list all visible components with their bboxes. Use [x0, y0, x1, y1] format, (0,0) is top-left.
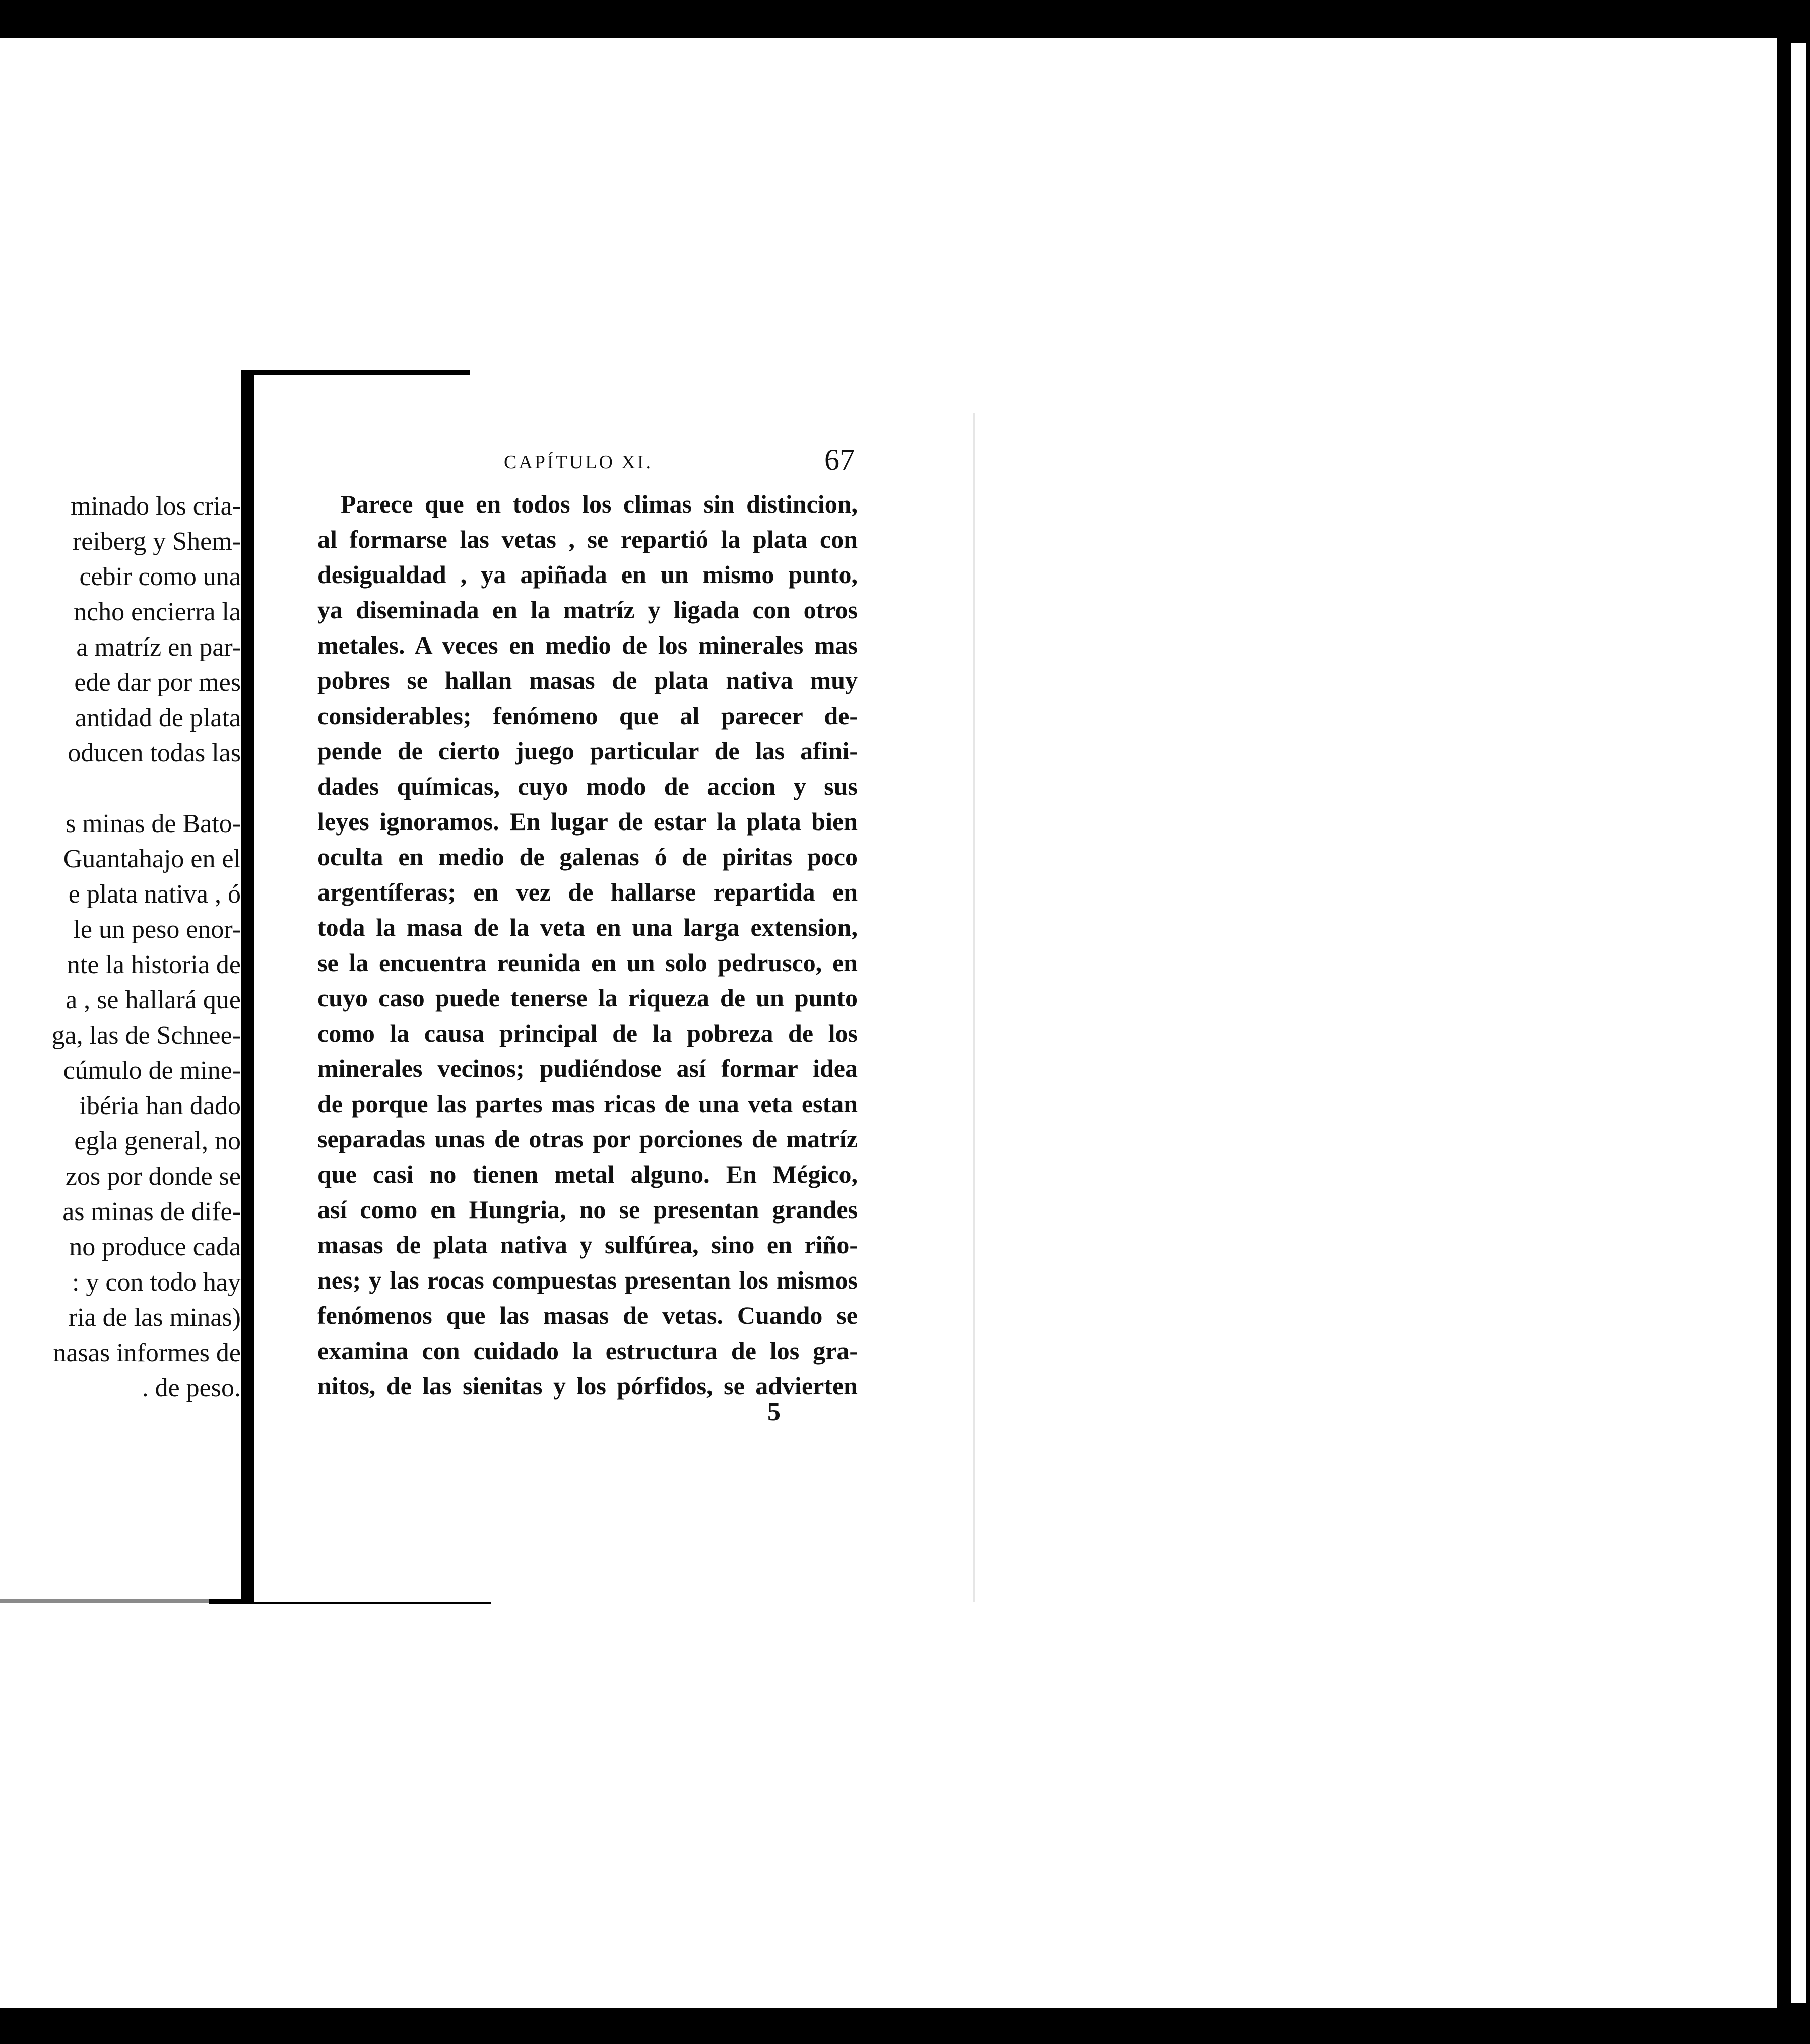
left-line: nasas informes de [53, 1338, 241, 1367]
text-line: al formarse las vetas , se repartió la plata con [317, 525, 858, 553]
text-line: pobres se hallan masas de plata nativa muy [317, 666, 858, 694]
text-line: que casi no tienen metal alguno. En Mégico, [317, 1160, 858, 1188]
left-line: a , se hallará que [66, 986, 241, 1014]
gutter-top-rule [241, 370, 470, 375]
scan-border-top [0, 0, 1810, 38]
left-line: ga, las de Schnee- [51, 1021, 241, 1050]
text-line: así como en Hungria, no se presentan grandes [317, 1195, 858, 1224]
text-line: fenómenos que las masas de vetas. Cuando se [317, 1301, 858, 1329]
text-line: de porque las partes mas ricas de una veta estan [317, 1090, 858, 1118]
text-line: pende de cierto juego particular de las afini- [317, 737, 858, 765]
left-line: egla general, no [74, 1127, 241, 1156]
left-page-fragment [0, 373, 241, 1613]
left-line: oducen todas las [68, 739, 241, 768]
text-line: como la causa principal de la pobreza de los [317, 1019, 858, 1047]
text-line: minerales vecinos; pudiéndose así formar idea [317, 1054, 858, 1082]
page-number: 67 [824, 443, 855, 476]
left-line: cúmulo de mine- [63, 1056, 241, 1085]
text-line: nes; y las rocas compuestas presentan los mismos [317, 1266, 858, 1294]
text-line: oculta en medio de galenas ó de piritas poco [317, 843, 858, 871]
signature-mark: 5 [767, 1397, 781, 1426]
gutter-shadow [241, 373, 254, 1602]
text-line: ya diseminada en la matríz y ligada con otros [317, 596, 858, 624]
scan-border-bottom [0, 2008, 1810, 2044]
page-edge [973, 413, 975, 1602]
left-line: ibéria han dado [79, 1092, 241, 1120]
text-line: cuyo caso puede tenerse la riqueza de un punto [317, 984, 858, 1012]
left-line: antidad de plata [75, 704, 241, 732]
left-line: cebir como una [79, 562, 241, 591]
left-page-bottom-edge [0, 1599, 242, 1603]
left-line: : y con todo hay [72, 1268, 241, 1297]
text-line: masas de plata nativa y sulfúrea, sino en riño- [317, 1231, 858, 1259]
left-line: minado los cria- [71, 492, 241, 521]
left-line: e plata nativa , ó [68, 880, 241, 909]
left-line: a matríz en par- [76, 633, 241, 662]
left-line: ria de las minas) [68, 1303, 241, 1332]
left-line: . de peso. [142, 1374, 241, 1402]
text-line: nitos, de las sienitas y los pórfidos, se advierten [317, 1372, 858, 1400]
text-line: considerables; fenómeno que al parecer de- [317, 701, 858, 730]
text-line: examina con cuidado la estructura de los gra- [317, 1336, 858, 1365]
left-line: as minas de dife- [62, 1197, 241, 1226]
text-line: Parece que en todos los climas sin distincion, [341, 490, 858, 518]
left-line: Guantahajo en el [63, 845, 241, 873]
running-head: CAPÍTULO XI. [504, 452, 653, 473]
text-line: se la encuentra reunida en un solo pedrusco, en [317, 948, 858, 977]
text-line: leyes ignoramos. En lugar de estar la plata bien [317, 807, 858, 836]
left-line: no produce cada [69, 1233, 241, 1261]
text-line: toda la masa de la veta en una larga extension, [317, 913, 858, 941]
scan-border-right-gap [1791, 43, 1806, 2003]
text-line: metales. A veces en medio de los minerales mas [317, 631, 858, 659]
left-line: nte la historia de [67, 950, 241, 979]
left-line: s minas de Bato- [65, 809, 241, 838]
text-line: argentíferas; en vez de hallarse repartida en [317, 878, 858, 906]
text-line: desigualdad , ya apiñada en un mismo punto, [317, 560, 858, 589]
left-line: le un peso enor- [73, 915, 241, 944]
left-line: reiberg y Shem- [72, 527, 241, 556]
left-line: zos por donde se [65, 1162, 241, 1191]
text-line: dades químicas, cuyo modo de accion y sus [317, 772, 858, 800]
left-line: ncho encierra la [73, 598, 241, 626]
left-line: ede dar por mes [74, 668, 241, 697]
text-line: separadas unas de otras por porciones de matríz [317, 1125, 858, 1153]
